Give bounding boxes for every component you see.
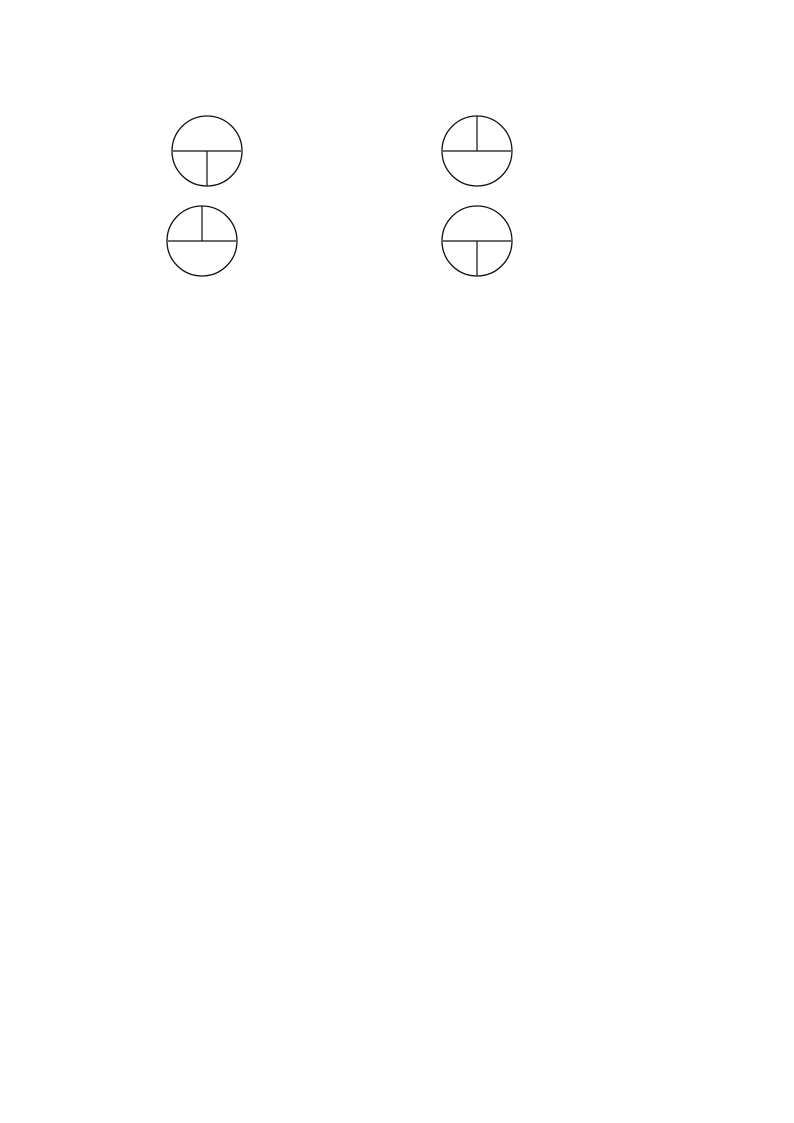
- circle-diagram-d: [440, 204, 514, 278]
- circle-diagram-b: [440, 114, 514, 188]
- circle-diagram-a: [170, 114, 244, 188]
- circle-diagram-c: [165, 204, 239, 278]
